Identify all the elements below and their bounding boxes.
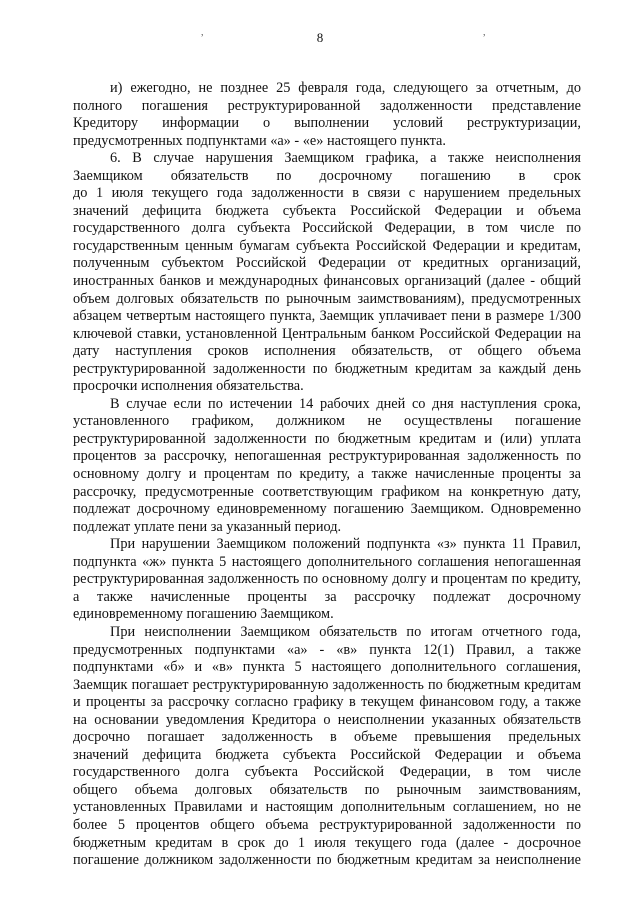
- text-line: подпунктами «б» и «в» пункта 5 настоящего дополнительного соглашения,: [73, 659, 581, 676]
- page-number: 8: [316, 30, 324, 45]
- text-line: предусмотренных подпунктами «а» - «в» пункта 12(1) Правил, а также: [73, 641, 581, 658]
- text-line: на основании уведомления Кредитора о неисполнении указанных обязательств: [73, 711, 581, 728]
- text-line: 6. В случае нарушения Заемщиком графика, а также неисполнения: [110, 150, 581, 167]
- text-line: полученным субъектом Российской Федерации от кредитных организаций,: [73, 255, 581, 272]
- text-line: реструктурированной задолженности по бюджетным кредитам и (или) уплата: [73, 430, 581, 447]
- corner-mark-right: ,: [483, 27, 486, 38]
- text-line: бюджетным кредитам в срок до 1 июля текущего года (далее - досрочное: [73, 834, 581, 851]
- text-line: реструктурированной задолженности по бюджетным кредитам за каждый день: [73, 360, 581, 377]
- text-line: реструктурированная задолженность по основному долгу и процентам по кредиту,: [73, 571, 581, 588]
- text-line: объем долговых обязательств по рыночным заимствованиям), предусмотренных: [73, 290, 581, 307]
- text-line: единовременному погашению Заемщиком.: [73, 606, 334, 623]
- text-line: подлежат досрочному единовременному погашению Заемщиком. Одновременно: [73, 501, 581, 518]
- text-line: подпункта «ж» пункта 5 настоящего дополнительного соглашения непогашенная: [73, 553, 581, 570]
- text-line: При неисполнении Заемщиком обязательств по итогам отчетного года,: [110, 623, 581, 640]
- text-line: просрочки исполнения обязательства.: [73, 378, 304, 395]
- text-line: процентов за рассрочку, непогашенная реструктурированная задолженность по: [73, 448, 581, 465]
- text-line: При нарушении Заемщиком положений подпункта «з» пункта 11 Правил,: [110, 536, 581, 553]
- text-line: ключевой ставки, установленной Центральным банком Российской Федерации на: [73, 325, 581, 342]
- text-line: более 5 процентов общего объема реструктурированной задолженности по: [73, 816, 581, 833]
- paragraph-obligation-i: [73, 80, 581, 150]
- text-line: а также начисленные проценты за рассрочку подлежат досрочному: [73, 588, 581, 605]
- text-line: Заемщиком обязательств по досрочному погашению в срок: [73, 167, 581, 184]
- text-line: предусмотренных подпунктами «а» - «е» настоящего пункта.: [73, 132, 446, 149]
- text-line: и проценты за рассрочку согласно графику в текущем финансовом году, а также: [73, 694, 581, 711]
- text-line: иностранных банков и международных финансовых организаций (далее - общий: [73, 273, 581, 290]
- text-line: основному долгу и процентам по кредиту, а также начисленные проценты за: [73, 466, 581, 483]
- text-line: досрочно погашает задолженность в объеме превышения предельных: [73, 729, 581, 746]
- text-line: абзацем четвертым настоящего пункта, Заемщик уплачивает пени в размере 1/300: [73, 308, 581, 325]
- paragraph-clause-6: [73, 150, 581, 396]
- text-line: В случае если по истечении 14 рабочих дней со дня наступления срока,: [110, 395, 581, 412]
- text-line: установленного графиком, должником не осуществлены погашение: [73, 413, 581, 430]
- text-line: значений дефицита бюджета субъекта Российской Федерации и объема: [73, 202, 581, 219]
- text-line: общего объема долговых обязательств по рыночным заимствованиям,: [73, 781, 581, 798]
- text-line: значений дефицита бюджета субъекта Российской Федерации и объема: [73, 746, 581, 763]
- text-line: погашение должником задолженности по бюджетным кредитам за неисполнение: [73, 852, 581, 869]
- text-line: рассрочку, предусмотренные соответствующим графиком на конкретную дату,: [73, 483, 581, 500]
- text-line: Кредитору информации о выполнении условий реструктуризации,: [73, 115, 581, 132]
- paragraph-violation-rules: [73, 536, 581, 624]
- paragraph-non-fulfillment: [73, 624, 581, 870]
- text-line: и) ежегодно, не позднее 25 февраля года, следующего за отчетным, до: [110, 80, 581, 96]
- corner-mark-left: ,: [201, 27, 204, 38]
- text-line: государственного долга субъекта Российской Федерации, в том числе: [73, 764, 581, 781]
- text-line: подлежат уплате пени за указанный период.: [73, 518, 342, 535]
- text-line: государственного долга субъекта Российской Федерации, в том числе по: [73, 220, 581, 237]
- text-line: государственным ценным бумагам субъекта Российской Федерации и кредитам,: [73, 237, 581, 254]
- document-body: [73, 80, 581, 870]
- text-line: до 1 июля текущего года задолженности в связи с нарушением предельных: [73, 185, 581, 202]
- text-line: полного погашения реструктурированной задолженности представление: [73, 97, 581, 114]
- text-line: установленных Правилами и настоящим дополнительным соглашением, но не: [73, 799, 581, 816]
- text-line: Заемщик погашает реструктурированную задолженность по бюджетным кредитам: [73, 676, 581, 693]
- paragraph-overdue-14-days: [73, 396, 581, 536]
- text-line: дату наступления сроков исполнения обязательств, от общего объема: [73, 343, 581, 360]
